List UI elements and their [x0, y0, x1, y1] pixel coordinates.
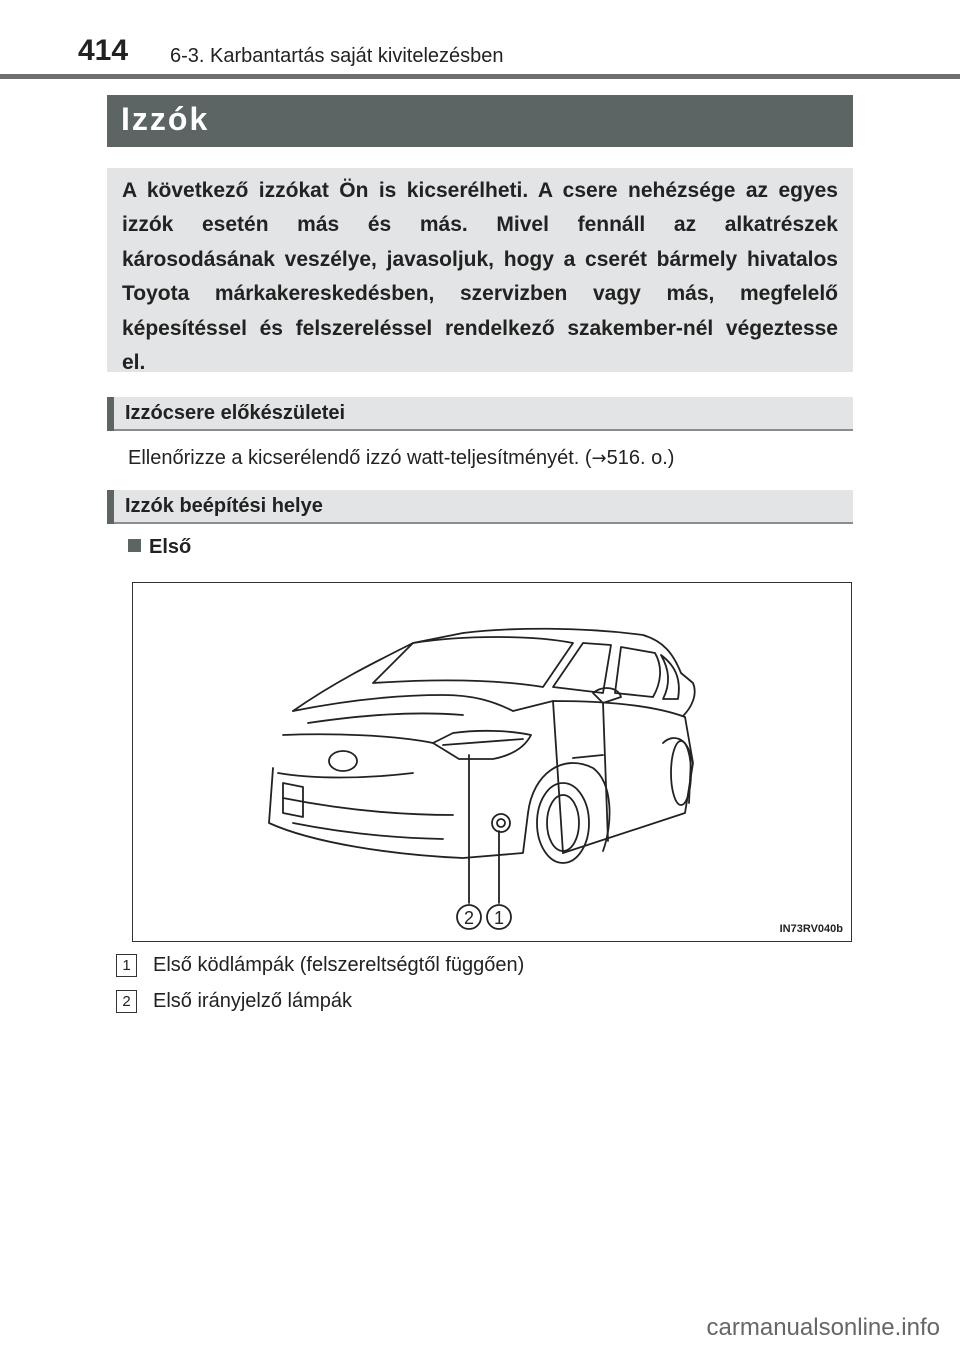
- page-title: Izzók: [121, 101, 210, 137]
- page-number: 414: [78, 34, 129, 67]
- car-front-figure: [132, 582, 852, 942]
- subheading-prep-text: Izzócsere előkészületei: [125, 402, 346, 424]
- chapter-title: 6-3. Karbantartás saját kivitelezésben: [170, 45, 504, 67]
- subheading-prep: [107, 397, 853, 431]
- arrow-right-icon: →: [591, 448, 607, 469]
- legend-number: 2: [116, 990, 137, 1013]
- front-label-text: Első: [149, 536, 192, 558]
- subheading-location: [107, 490, 853, 524]
- intro-text: A következő izzókat Ön is kicserélheti. A csere nehézsége az egyes izzók esetén más és más. Mivel fennáll az alkatrészek károsodásának veszélye, javasoljuk, hogy a cserét bármely hivatalos Toyota márkakereskedésben, szervizben vagy más, megfelelő képesítéssel és felszereléssel rendelkező szakember-nél végeztesse el.: [122, 179, 838, 375]
- square-bullet-icon: [128, 539, 141, 552]
- prep-instruction: [128, 447, 674, 470]
- front-label: [128, 536, 191, 559]
- watermark: carmanualsonline.info: [706, 1314, 940, 1341]
- prep-text: Ellenőrizze a kicserélendő izzó watt-teljesítményét. (: [128, 447, 592, 469]
- legend-item: [116, 954, 524, 977]
- subheading-marker: [107, 397, 114, 431]
- prep-page-ref[interactable]: 516. o.): [606, 447, 675, 469]
- legend-text: Első ködlámpák (felszereltségtől függően): [153, 954, 525, 976]
- subheading-marker: [107, 490, 114, 524]
- header-rule: [0, 74, 960, 79]
- legend-item: [116, 990, 352, 1013]
- figure-code: IN73RV040b: [779, 923, 843, 935]
- legend-number: 1: [116, 954, 137, 977]
- callout-label: 2: [463, 908, 475, 928]
- callout-label: 1: [493, 908, 505, 928]
- title-bar: [107, 95, 853, 147]
- legend-text: Első irányjelző lámpák: [153, 990, 352, 1012]
- intro-box: [107, 168, 853, 375]
- subheading-location-text: Izzók beépítési helye: [125, 495, 323, 517]
- car-illustration: [133, 583, 851, 941]
